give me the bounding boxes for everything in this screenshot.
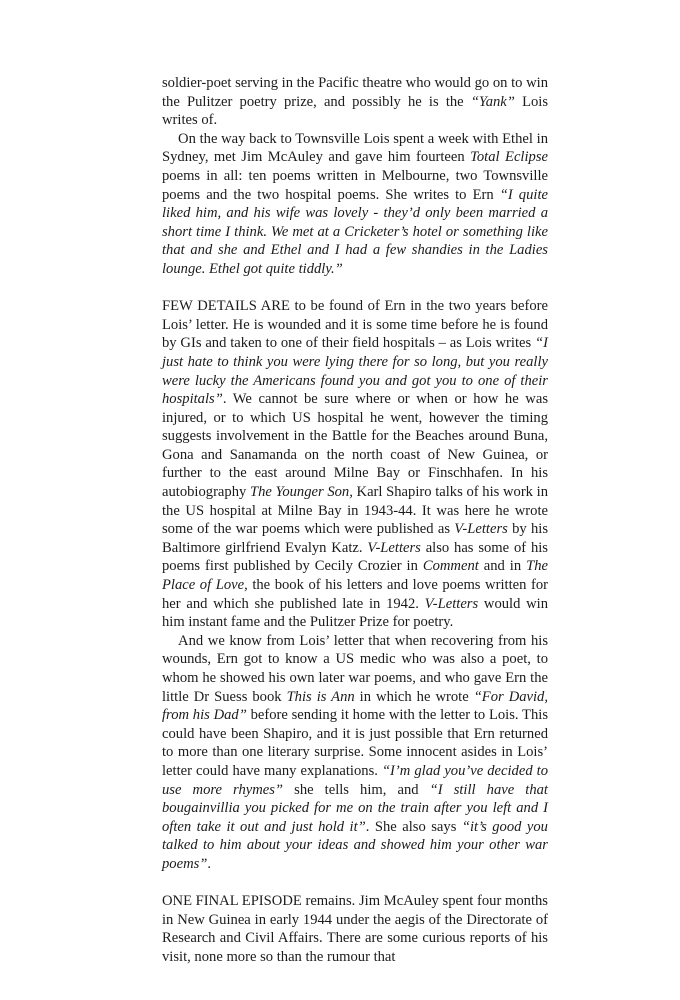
- text-run: On the way back to Townsville Lois spent a week with Ethel in Sydney, met Jim McAuley and gave him fourteen: [162, 130, 548, 166]
- text-run: . She also says: [365, 818, 462, 835]
- document-page: [162, 74, 548, 967]
- italic-text-run: Total Eclipse: [470, 149, 548, 166]
- text-run: FEW DETAILS ARE to be found of Ern in the two years before Lois’ letter. He is wounded and it is some time before he is found by GIs and taken to one of their field hospitals – as Lois writes: [162, 298, 548, 352]
- text-run: and in: [478, 558, 527, 575]
- italic-text-run: “I still have that bougainvillia you picked for me on the train after you left and I often take it out and just hold it”: [162, 781, 548, 835]
- body-paragraph: [162, 130, 548, 279]
- text-run: soldier-poet serving in the Pacific theatre who would go on to win the Pulitzer poetry prize, and possibly he is the: [162, 75, 548, 110]
- body-paragraph: [162, 892, 548, 966]
- text-run: .: [207, 855, 212, 872]
- italic-text-run: Comment: [422, 558, 479, 575]
- text-run: also has some of his poems first published by Cecily Crozier in: [162, 539, 548, 575]
- italic-text-run: “it’s good you talked to him about your ideas and showed him your other war poems”: [162, 818, 548, 872]
- italic-text-run: “I quite liked him, and his wife was lovely - they’d only been married a short time I think. We met at a Cricketer’s hotel or something like that and she and Ethel and I had a few shandies in the Ladies lounge. Ethel got quite tiddly.”: [162, 186, 548, 277]
- text-run: . We cannot be sure where or when or how he was injured, or to which US hospital he went, however the timing suggests involvement in the Battle for the Beaches around Buna, Gona and Sanamanda on the north coast of New Guinea, or further to the east around Milne Bay or Finschhafen. In his autobiography: [162, 391, 548, 501]
- text-run: by his Baltimore girlfriend Evalyn Katz.: [162, 521, 549, 556]
- italic-text-run: “I just hate to think you were lying there for so long, but you really were lucky the Americans found you and got you to one of their hospitals”: [162, 335, 548, 408]
- body-paragraph: [162, 632, 548, 874]
- text-run: poems in all: ten poems written in Melbourne, two Townsville poems and the two hospital poems. She writes to Ern: [162, 167, 548, 203]
- italic-text-run: This is Ann: [286, 688, 355, 705]
- italic-text-run: The Place of Love: [162, 558, 548, 594]
- italic-text-run: V-Letters: [454, 521, 508, 538]
- italic-text-run: The Younger Son,: [249, 484, 353, 501]
- text-run: And we know from Lois’ letter that when recovering from his wounds, Ern got to know a US medic who was also a poet, to whom he showed his own later war poems, and who gave Ern the little Dr Suess book: [162, 632, 548, 705]
- italic-text-run: “For David, from his Dad”: [162, 688, 549, 724]
- text-run: would win him instant fame and the Pulitzer Prize for poetry.: [162, 595, 549, 631]
- italic-text-run: V-Letters: [367, 539, 421, 556]
- text-run: Lois writes of.: [162, 93, 549, 129]
- text-run: in which he wrote: [354, 688, 474, 705]
- body-paragraph: [162, 74, 548, 130]
- italic-text-run: “I’m glad you’ve decided to use more rhymes”: [162, 762, 548, 798]
- text-run: she tells him, and: [283, 781, 430, 798]
- italic-text-run: V-Letters: [424, 595, 479, 612]
- text-run: Karl Shapiro talks of his work in the US hospital at Milne Bay in 1943-44. It was here he wrote some of the war poems which were published as: [162, 484, 548, 538]
- text-run: , the book of his letters and love poems written for her and which she published late in 1942.: [162, 577, 548, 612]
- text-run: ONE FINAL EPISODE remains. Jim McAuley spent four months in New Guinea in early 1944 under the aegis of the Directorate of Research and Civil Affairs. There are some curious reports of his visit, none more so than the rumour that: [162, 893, 548, 965]
- text-run: before sending it home with the letter to Lois. This could have been Shapiro, and it is just possible that Ern returned to more than one literary surprise. Some innocent asides in Lois’ letter could have many explanations.: [162, 707, 548, 779]
- italic-text-run: “Yank”: [470, 93, 515, 110]
- body-paragraph: [162, 297, 548, 632]
